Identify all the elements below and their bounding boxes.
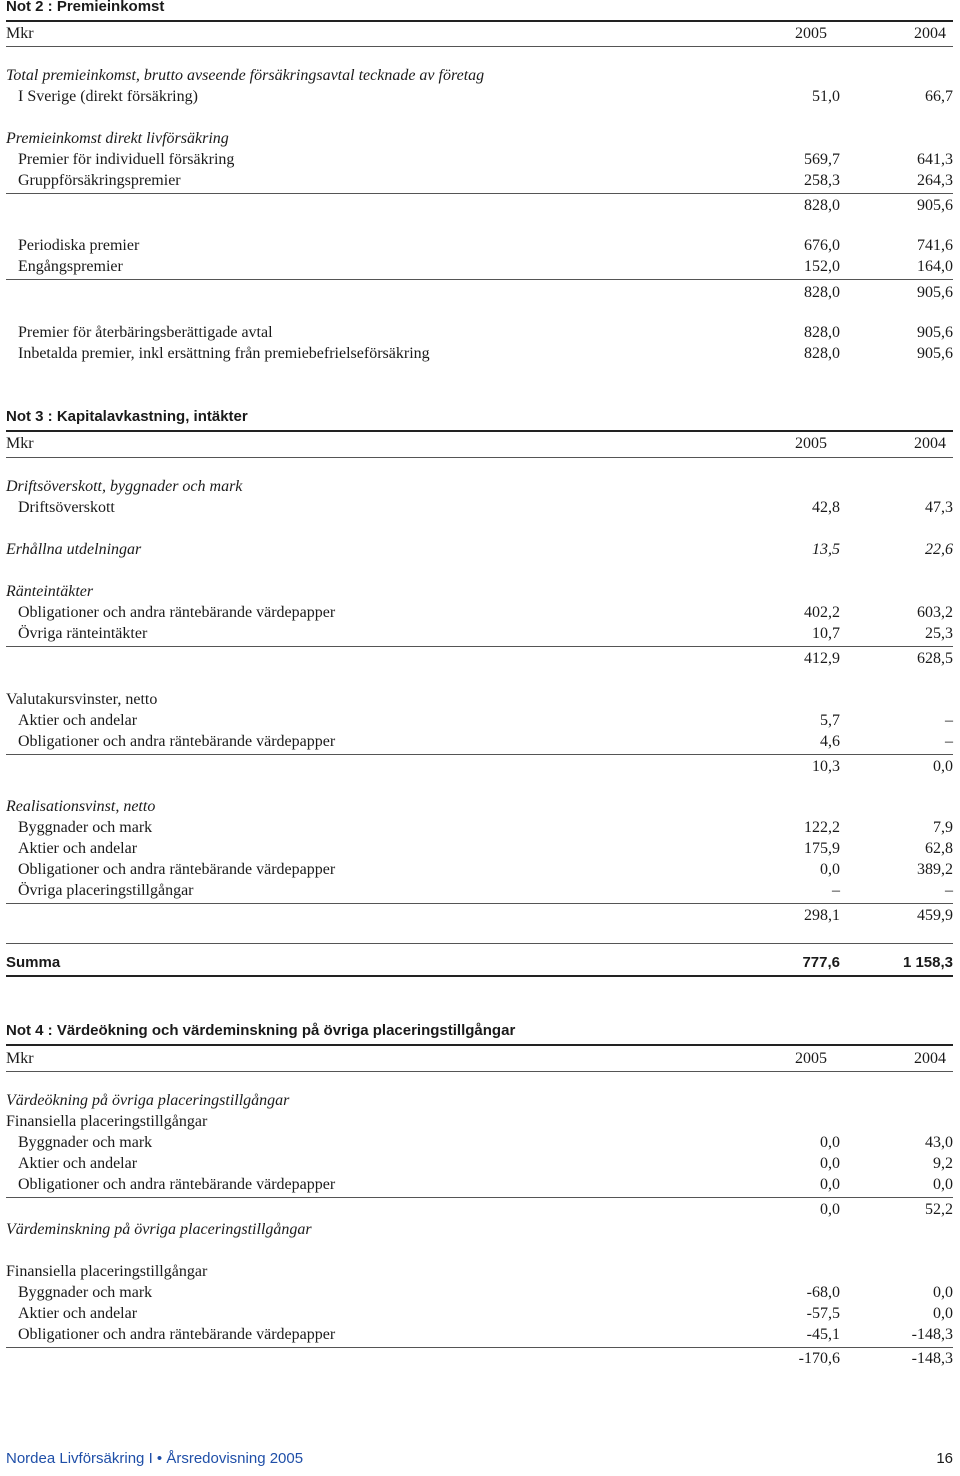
table-row [6, 170, 953, 191]
row-value-2005: 569,7 [804, 151, 840, 168]
row-label: Valutakursvinster, netto [6, 691, 158, 708]
table-row [6, 1153, 953, 1174]
table-row [6, 497, 953, 518]
table-row [6, 1324, 953, 1345]
table-row [6, 86, 953, 107]
row-value-2004: -148,3 [911, 1350, 953, 1367]
note4-title: Not 4 : Värdeökning och värdeminskning på övriga placeringstillgångar [6, 1022, 516, 1039]
table-row [6, 796, 953, 817]
row-value-2005: -57,5 [806, 1305, 840, 1322]
row-label: Engångspremier [18, 258, 123, 275]
note3-header-col2: 2004 [914, 435, 946, 452]
row-value-2005: 828,0 [804, 284, 840, 301]
note2-header-unit: Mkr [6, 25, 34, 42]
table-row [6, 65, 953, 86]
row-value-2005: 402,2 [804, 604, 840, 621]
row-value-2005: 122,2 [804, 819, 840, 836]
row-label: Obligationer och andra räntebärande värdepapper [18, 1326, 336, 1343]
row-value-2005: – [832, 882, 840, 899]
table-row [6, 623, 953, 644]
table-row [6, 1132, 953, 1153]
row-value-2005: 42,8 [812, 499, 840, 516]
table-row [6, 817, 953, 838]
note4-header-col2: 2004 [914, 1050, 946, 1067]
row-label: Driftsöverskott [18, 499, 115, 516]
row-value-2004: 905,6 [917, 324, 953, 341]
row-value-2004: -148,3 [911, 1326, 953, 1343]
row-value-2005: 4,6 [820, 733, 840, 750]
table-row [6, 343, 953, 364]
table-row [6, 838, 953, 859]
subtotal-row [6, 648, 953, 669]
row-value-2004: 52,2 [925, 1201, 953, 1218]
page-number: 16 [936, 1450, 953, 1467]
row-label: Premieinkomst direkt livförsäkring [6, 130, 229, 147]
row-value-2005: -45,1 [806, 1326, 840, 1343]
row-value-2004: 43,0 [925, 1134, 953, 1151]
sum-value-2004: 1 158,3 [902, 954, 953, 971]
note3-header-rule [6, 457, 953, 458]
row-value-2004: 7,9 [933, 819, 953, 836]
row-label: Obligationer och andra räntebärande värdepapper [18, 733, 336, 750]
table-row [6, 128, 953, 149]
row-value-2005: 0,0 [820, 1155, 840, 1172]
subtotal-rule [6, 279, 953, 280]
row-value-2005: 828,0 [804, 345, 840, 362]
row-value-2004: – [945, 733, 953, 750]
row-value-2004: 459,9 [917, 907, 953, 924]
note4-header [6, 1048, 953, 1070]
table-row [6, 880, 953, 901]
row-value-2004: 641,3 [917, 151, 953, 168]
row-label: Värdeminskning på övriga placeringstillgångar [6, 1221, 312, 1238]
row-label: Finansiella placeringstillgångar [6, 1263, 208, 1280]
row-value-2005: 10,3 [812, 758, 840, 775]
note2-top-rule [6, 20, 953, 22]
table-row [6, 859, 953, 880]
sum-top-rule [6, 943, 953, 944]
row-value-2005: 258,3 [804, 172, 840, 189]
note3-header-unit: Mkr [6, 435, 34, 452]
row-value-2005: 0,0 [820, 861, 840, 878]
page-footer [6, 1448, 953, 1470]
row-label: Driftsöverskott, byggnader och mark [6, 478, 243, 495]
subtotal-rule [6, 903, 953, 904]
row-value-2004: 62,8 [925, 840, 953, 857]
row-label: Övriga ränteintäkter [18, 625, 148, 642]
row-value-2005: 828,0 [804, 324, 840, 341]
note3-sum-row [6, 952, 953, 974]
row-value-2004: 0,0 [933, 758, 953, 775]
row-value-2005: 10,7 [812, 625, 840, 642]
note3-title: Not 3 : Kapitalavkastning, intäkter [6, 408, 248, 425]
row-label: Aktier och andelar [18, 840, 138, 857]
subtotal-rule [6, 193, 953, 194]
row-label: I Sverige (direkt försäkring) [18, 88, 198, 105]
table-row [6, 149, 953, 170]
row-label: Aktier och andelar [18, 1305, 138, 1322]
row-label: Aktier och andelar [18, 1155, 138, 1172]
row-value-2004: 0,0 [933, 1284, 953, 1301]
table-row [6, 710, 953, 731]
row-value-2004: 0,0 [933, 1176, 953, 1193]
note2-header-rule [6, 46, 953, 47]
row-value-2004: – [945, 712, 953, 729]
table-row [6, 235, 953, 256]
row-label: Byggnader och mark [18, 1284, 153, 1301]
row-value-2004: 0,0 [933, 1305, 953, 1322]
table-row [6, 1303, 953, 1324]
note4-header-col1: 2005 [795, 1050, 827, 1067]
note3-header [6, 433, 953, 455]
note4-header-unit: Mkr [6, 1050, 34, 1067]
table-row [6, 476, 953, 497]
note2-header-col1: 2005 [795, 25, 827, 42]
note3-header-col1: 2005 [795, 435, 827, 452]
row-value-2005: 51,0 [812, 88, 840, 105]
row-value-2005: 828,0 [804, 197, 840, 214]
table-row [6, 602, 953, 623]
row-value-2005: 5,7 [820, 712, 840, 729]
row-label: Obligationer och andra räntebärande värdepapper [18, 1176, 336, 1193]
row-value-2004: 22,6 [925, 541, 953, 558]
row-value-2004: 628,5 [917, 650, 953, 667]
row-label: Övriga placeringstillgångar [18, 882, 194, 899]
row-label: Inbetalda premier, inkl ersättning från premiebefrielseförsäkring [18, 345, 430, 362]
row-value-2005: 676,0 [804, 237, 840, 254]
subtotal-rule [6, 1197, 953, 1198]
table-row [6, 1174, 953, 1195]
row-label: Obligationer och andra räntebärande värdepapper [18, 861, 336, 878]
subtotal-row [6, 756, 953, 777]
row-value-2004: 164,0 [917, 258, 953, 275]
row-label: Byggnader och mark [18, 819, 153, 836]
row-label: Premier för individuell försäkring [18, 151, 235, 168]
row-value-2004: 9,2 [933, 1155, 953, 1172]
note2-title: Not 2 : Premieinkomst [6, 0, 165, 15]
subtotal-rule [6, 646, 953, 647]
subtotal-row [6, 282, 953, 303]
table-row [6, 689, 953, 710]
row-value-2004: – [945, 882, 953, 899]
row-value-2004: 264,3 [917, 172, 953, 189]
table-row [6, 1282, 953, 1303]
note4-top-rule [6, 1044, 953, 1046]
row-value-2004: 905,6 [917, 345, 953, 362]
footer-brand: Nordea Livförsäkring I • Årsredovisning 2005 [6, 1450, 304, 1467]
table-row [6, 1111, 953, 1132]
note4-header-rule [6, 1071, 953, 1072]
table-row [6, 581, 953, 602]
row-label: Gruppförsäkringspremier [18, 172, 181, 189]
row-value-2004: 905,6 [917, 197, 953, 214]
row-label: Premier för återbäringsberättigade avtal [18, 324, 273, 341]
row-label: Realisationsvinst, netto [6, 798, 156, 815]
row-value-2004: 66,7 [925, 88, 953, 105]
sum-label: Summa [6, 954, 61, 971]
row-label: Värdeökning på övriga placeringstillgångar [6, 1092, 290, 1109]
table-row [6, 1090, 953, 1111]
row-value-2005: 0,0 [820, 1134, 840, 1151]
row-value-2005: 175,9 [804, 840, 840, 857]
table-row [6, 731, 953, 752]
row-value-2004: 47,3 [925, 499, 953, 516]
subtotal-row [6, 905, 953, 926]
subtotal-rule [6, 754, 953, 755]
row-value-2004: 603,2 [917, 604, 953, 621]
row-label: Erhållna utdelningar [6, 541, 142, 558]
row-value-2005: -68,0 [806, 1284, 840, 1301]
row-value-2004: 25,3 [925, 625, 953, 642]
row-value-2005: -170,6 [798, 1350, 840, 1367]
row-value-2005: 0,0 [820, 1176, 840, 1193]
row-value-2005: 0,0 [820, 1201, 840, 1218]
row-value-2005: 298,1 [804, 907, 840, 924]
note2-header [6, 23, 953, 45]
row-value-2005: 152,0 [804, 258, 840, 275]
subtotal-row [6, 1348, 953, 1369]
row-value-2004: 389,2 [917, 861, 953, 878]
subtotal-row [6, 1199, 953, 1220]
subtotal-row [6, 195, 953, 216]
sum-value-2005: 777,6 [802, 954, 840, 971]
row-label: Byggnader och mark [18, 1134, 153, 1151]
table-row [6, 1261, 953, 1282]
sum-bottom-rule [6, 975, 953, 977]
row-value-2004: 905,6 [917, 284, 953, 301]
row-value-2005: 13,5 [812, 541, 840, 558]
row-value-2004: 741,6 [917, 237, 953, 254]
table-row [6, 322, 953, 343]
table-row [6, 539, 953, 560]
row-label: Obligationer och andra räntebärande värdepapper [18, 604, 336, 621]
table-row [6, 256, 953, 277]
row-label: Finansiella placeringstillgångar [6, 1113, 208, 1130]
note3-top-rule [6, 430, 953, 432]
row-label: Aktier och andelar [18, 712, 138, 729]
row-value-2005: 412,9 [804, 650, 840, 667]
row-label: Periodiska premier [18, 237, 140, 254]
table-row [6, 1219, 953, 1240]
note2-header-col2: 2004 [914, 25, 946, 42]
row-label: Total premieinkomst, brutto avseende försäkringsavtal tecknade av företag [6, 67, 485, 84]
row-label: Ränteintäkter [6, 583, 94, 600]
